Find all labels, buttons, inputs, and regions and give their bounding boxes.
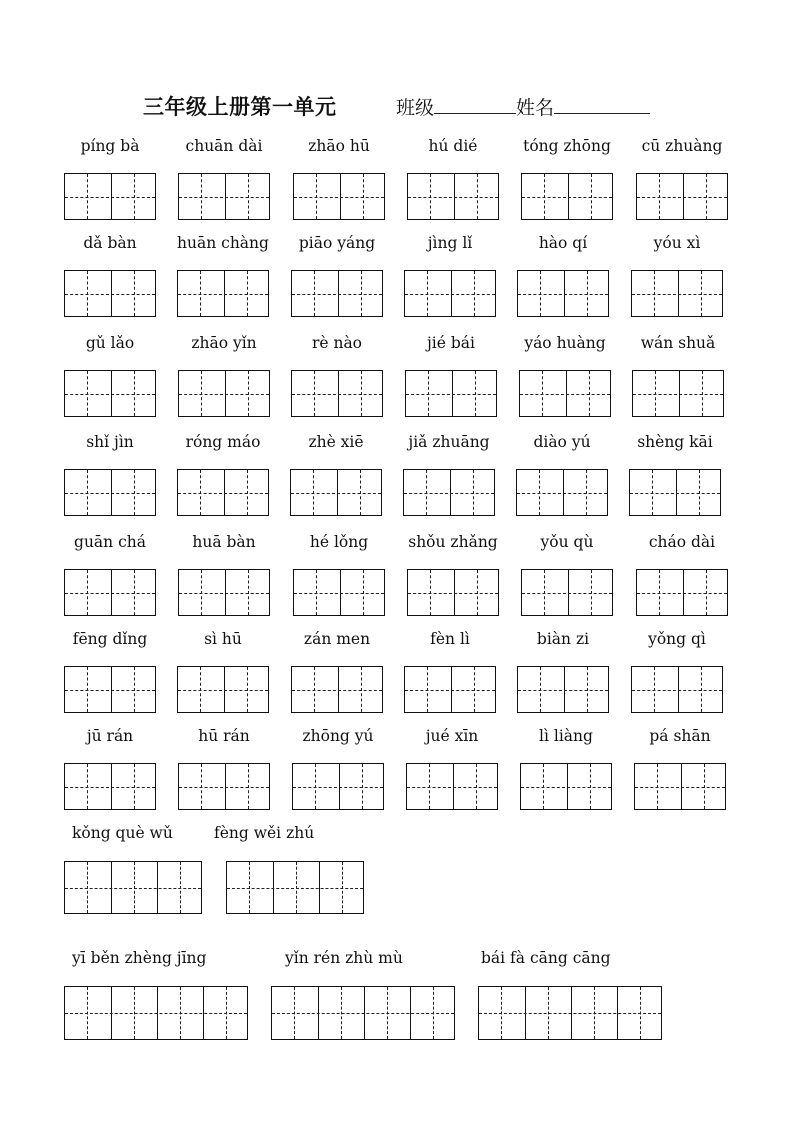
two-char-grid[interactable] xyxy=(292,763,384,810)
three-char-grid[interactable] xyxy=(226,861,364,914)
cell-guide-horizontal xyxy=(408,197,498,198)
two-char-grid[interactable] xyxy=(517,270,609,317)
cell-guide-horizontal xyxy=(65,197,155,198)
cell-guide-horizontal xyxy=(65,394,155,395)
pinyin-label: zhōng yú xyxy=(302,727,374,745)
name-label: 姓名 xyxy=(516,97,555,119)
pinyin-label: huā bàn xyxy=(192,533,256,551)
cell-guide-horizontal xyxy=(407,787,497,788)
pinyin-label: fèn lì xyxy=(430,630,470,648)
two-char-grid[interactable] xyxy=(521,569,613,616)
pinyin-label: gǔ lǎo xyxy=(85,334,135,352)
two-char-grid[interactable] xyxy=(293,569,385,616)
cell-guide-horizontal xyxy=(405,294,495,295)
pinyin-label: yóu xì xyxy=(653,234,701,252)
cell-guide-horizontal xyxy=(65,690,155,691)
cell-guide-horizontal xyxy=(637,593,727,594)
two-char-grid[interactable] xyxy=(178,569,270,616)
pinyin-label: wán shuǎ xyxy=(640,334,716,352)
cell-guide-horizontal xyxy=(292,294,382,295)
cell-guide-horizontal xyxy=(479,1013,661,1014)
page-title: 三年级上册第一单元 xyxy=(143,94,337,119)
cell-guide-horizontal xyxy=(179,394,269,395)
pinyin-label: dǎ bàn xyxy=(83,234,137,252)
pinyin-label: fèng wěi zhú xyxy=(214,824,315,842)
pinyin-label: zhāo yǐn xyxy=(191,334,257,352)
two-char-grid[interactable] xyxy=(404,666,496,713)
cell-guide-horizontal xyxy=(179,593,269,594)
four-char-grid[interactable] xyxy=(64,986,248,1040)
two-char-grid[interactable] xyxy=(517,666,609,713)
pinyin-label: jié bái xyxy=(427,334,475,352)
pinyin-label: jué xīn xyxy=(425,727,479,745)
two-char-grid[interactable] xyxy=(636,569,728,616)
cell-guide-horizontal xyxy=(292,690,382,691)
cell-guide-horizontal xyxy=(404,493,494,494)
four-char-grid[interactable] xyxy=(478,986,662,1040)
cell-guide-horizontal xyxy=(272,1013,454,1014)
pinyin-label: rè nào xyxy=(311,334,363,352)
pinyin-label: zán men xyxy=(303,630,371,648)
pinyin-label: jìng lǐ xyxy=(427,234,473,252)
cell-guide-horizontal xyxy=(408,593,498,594)
pinyin-label: bái fà cāng cāng xyxy=(481,949,611,967)
pinyin-label: yáo huàng xyxy=(524,334,606,352)
cell-guide-horizontal xyxy=(178,493,268,494)
pinyin-label: zhāo hū xyxy=(308,137,370,155)
two-char-grid[interactable] xyxy=(629,469,721,516)
cell-guide-horizontal xyxy=(517,493,607,494)
pinyin-label: yǐn rén zhù mù xyxy=(285,949,403,967)
cell-guide-horizontal xyxy=(637,197,727,198)
two-char-grid[interactable] xyxy=(177,469,269,516)
pinyin-label: kǒng què wǔ xyxy=(72,824,173,842)
cell-guide-horizontal xyxy=(65,1013,247,1014)
class-blank-line xyxy=(434,95,516,114)
pinyin-label: hào qí xyxy=(538,234,588,252)
pinyin-label: guān chá xyxy=(74,533,146,551)
pinyin-label: yī běn zhèng jīng xyxy=(72,949,207,967)
pinyin-label: hé lǒng xyxy=(309,533,369,551)
cell-guide-horizontal xyxy=(518,690,608,691)
cell-guide-horizontal xyxy=(65,493,155,494)
two-char-grid[interactable] xyxy=(406,763,498,810)
pinyin-label: yǒng qì xyxy=(648,630,706,648)
two-char-grid[interactable] xyxy=(177,270,269,317)
cell-guide-horizontal xyxy=(293,787,383,788)
two-char-grid[interactable] xyxy=(64,666,156,713)
pinyin-label: huān chàng xyxy=(177,234,269,252)
two-char-grid[interactable] xyxy=(178,763,270,810)
two-char-grid[interactable] xyxy=(64,569,156,616)
two-char-grid[interactable] xyxy=(64,173,156,220)
two-char-grid[interactable] xyxy=(291,370,383,417)
two-char-grid[interactable] xyxy=(64,370,156,417)
four-char-grid[interactable] xyxy=(271,986,455,1040)
student-info-fields xyxy=(396,93,650,120)
cell-guide-horizontal xyxy=(178,294,268,295)
two-char-grid[interactable] xyxy=(293,173,385,220)
cell-guide-horizontal xyxy=(632,690,722,691)
pinyin-label: hū rán xyxy=(198,727,250,745)
class-label: 班级 xyxy=(396,97,435,119)
two-char-grid[interactable] xyxy=(177,666,269,713)
two-char-grid[interactable] xyxy=(64,270,156,317)
two-char-grid[interactable] xyxy=(516,469,608,516)
cell-guide-horizontal xyxy=(520,394,610,395)
cell-guide-horizontal xyxy=(292,394,382,395)
three-char-grid[interactable] xyxy=(64,861,202,914)
cell-guide-horizontal xyxy=(65,787,155,788)
pinyin-label: shǐ jìn xyxy=(86,433,134,451)
two-char-grid[interactable] xyxy=(178,370,270,417)
cell-guide-horizontal xyxy=(635,787,725,788)
pinyin-label: píng bà xyxy=(80,137,140,155)
pinyin-label: yǒu qù xyxy=(540,533,594,551)
cell-guide-horizontal xyxy=(179,197,269,198)
cell-guide-horizontal xyxy=(522,197,612,198)
two-char-grid[interactable] xyxy=(404,270,496,317)
cell-guide-horizontal xyxy=(521,787,611,788)
two-char-grid[interactable] xyxy=(64,469,156,516)
pinyin-label: cū zhuàng xyxy=(641,137,723,155)
cell-guide-horizontal xyxy=(179,787,269,788)
pinyin-label: diào yú xyxy=(533,433,591,451)
cell-guide-horizontal xyxy=(630,493,720,494)
two-char-grid[interactable] xyxy=(521,173,613,220)
cell-guide-horizontal xyxy=(291,493,381,494)
pinyin-label: shǒu zhǎng xyxy=(408,533,498,551)
two-char-grid[interactable] xyxy=(291,270,383,317)
two-char-grid[interactable] xyxy=(631,666,723,713)
two-char-grid[interactable] xyxy=(290,469,382,516)
cell-guide-horizontal xyxy=(632,294,722,295)
pinyin-label: jū rán xyxy=(86,727,134,745)
pinyin-label: pá shān xyxy=(649,727,711,745)
cell-guide-horizontal xyxy=(406,394,496,395)
cell-guide-horizontal xyxy=(227,888,363,889)
cell-guide-horizontal xyxy=(178,690,268,691)
pinyin-label: tóng zhōng xyxy=(523,137,611,155)
two-char-grid[interactable] xyxy=(64,763,156,810)
two-char-grid[interactable] xyxy=(403,469,495,516)
two-char-grid[interactable] xyxy=(632,370,724,417)
pinyin-label: fēng dǐng xyxy=(72,630,148,648)
cell-guide-horizontal xyxy=(633,394,723,395)
cell-guide-horizontal xyxy=(522,593,612,594)
pinyin-label: cháo dài xyxy=(648,533,716,551)
cell-guide-horizontal xyxy=(65,593,155,594)
pinyin-label: shèng kāi xyxy=(637,433,713,451)
pinyin-label: jiǎ zhuāng xyxy=(408,433,490,451)
pinyin-label: zhè xiē xyxy=(308,433,364,451)
cell-guide-horizontal xyxy=(294,197,384,198)
two-char-grid[interactable] xyxy=(178,173,270,220)
pinyin-label: biàn zi xyxy=(536,630,590,648)
pinyin-label: hú dié xyxy=(428,137,478,155)
pinyin-label: róng máo xyxy=(185,433,261,451)
two-char-grid[interactable] xyxy=(636,173,728,220)
two-char-grid[interactable] xyxy=(407,173,499,220)
two-char-grid[interactable] xyxy=(520,763,612,810)
two-char-grid[interactable] xyxy=(631,270,723,317)
cell-guide-horizontal xyxy=(65,888,201,889)
name-blank-line xyxy=(554,95,650,114)
cell-guide-horizontal xyxy=(294,593,384,594)
two-char-grid[interactable] xyxy=(519,370,611,417)
two-char-grid[interactable] xyxy=(291,666,383,713)
pinyin-label: piāo yáng xyxy=(298,234,376,252)
cell-guide-horizontal xyxy=(65,294,155,295)
pinyin-label: lì liàng xyxy=(539,727,593,745)
two-char-grid[interactable] xyxy=(405,370,497,417)
two-char-grid[interactable] xyxy=(407,569,499,616)
pinyin-label: chuān dài xyxy=(185,137,263,155)
pinyin-label: sì hū xyxy=(204,630,242,648)
cell-guide-horizontal xyxy=(405,690,495,691)
two-char-grid[interactable] xyxy=(634,763,726,810)
cell-guide-horizontal xyxy=(518,294,608,295)
